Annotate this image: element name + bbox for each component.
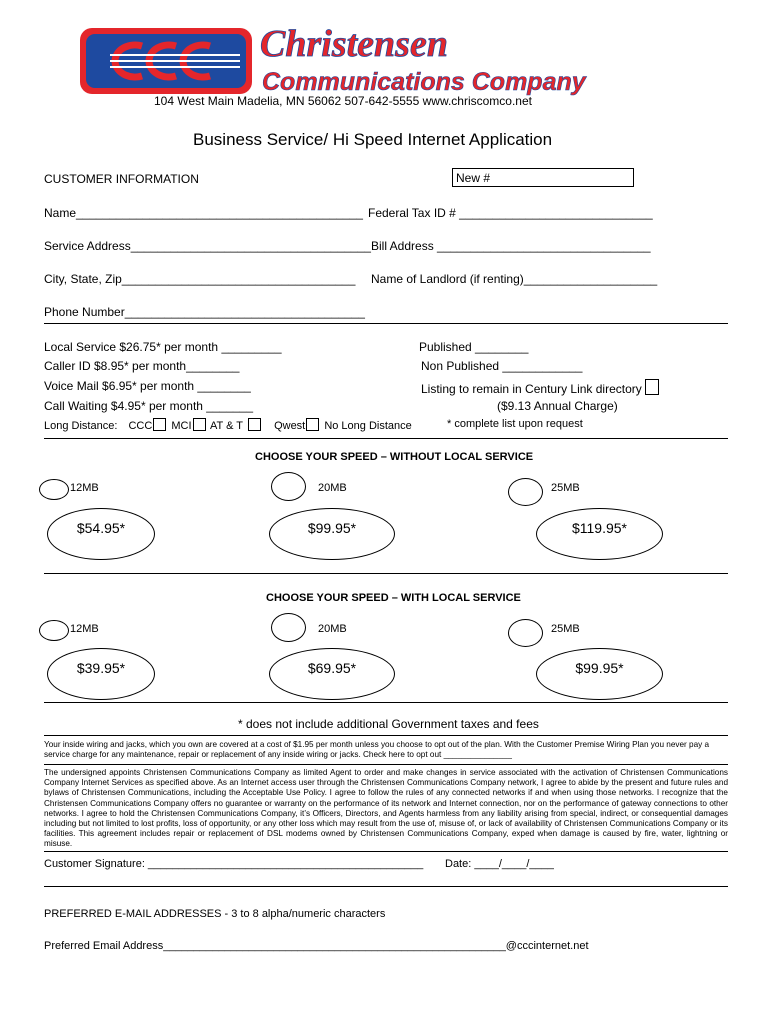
phone-number-field[interactable]: Phone Number____________________________________ — [44, 305, 365, 319]
published-field[interactable]: Published ________ — [419, 340, 529, 354]
listing-label: Listing to remain in Century Link directory — [421, 382, 642, 396]
non-published-field[interactable]: Non Published ____________ — [421, 359, 583, 373]
ld-option-none[interactable]: No Long Distance — [324, 420, 412, 432]
new-number-field[interactable] — [452, 168, 634, 187]
date-field[interactable]: Date: ____/____/____ — [445, 858, 554, 870]
voice-mail-field[interactable]: Voice Mail $6.95* per month ________ — [44, 379, 251, 393]
label-with-25mb: 25MB — [551, 623, 580, 635]
listing-option[interactable] — [421, 379, 661, 396]
bill-address-field[interactable]: Bill Address ________________________________ — [371, 239, 651, 253]
checkbox-icon — [193, 418, 206, 431]
divider — [44, 764, 728, 765]
taxes-note: * does not include additional Government taxes and fees — [238, 717, 539, 731]
long-distance-row — [44, 418, 412, 432]
price-with-25mb: $99.95* — [536, 648, 663, 700]
label-without-12mb: 12MB — [70, 482, 99, 494]
label-without-25mb: 25MB — [551, 482, 580, 494]
address-line: 104 West Main Madelia, MN 56062 507-642-5555 www.chriscomco.net — [154, 94, 532, 108]
name-field[interactable]: Name___________________________________________ — [44, 206, 363, 220]
long-distance-label: Long Distance: — [44, 420, 118, 432]
caller-id-field[interactable]: Caller ID $8.95* per month________ — [44, 359, 240, 373]
divider — [44, 323, 728, 324]
page-title: Business Service/ Hi Speed Internet Application — [193, 130, 553, 149]
label-with-12mb: 12MB — [70, 623, 99, 635]
city-state-zip-field[interactable]: City, State, Zip___________________________________ — [44, 272, 356, 286]
checkbox-icon — [153, 418, 166, 431]
checkbox-icon — [645, 379, 659, 395]
logo-name: Christensen — [260, 23, 448, 65]
landlord-field[interactable]: Name of Landlord (if renting)____________________ — [371, 272, 658, 286]
new-number-label: New # — [456, 171, 491, 185]
wiring-plan-text: Your inside wiring and jacks, which you own are covered at a cost of $1.95 per month unless you choose to opt out of the plan. With the Customer Premise Wiring Plan you never pay a service charge for any maintenance, repair or replacement of any inside wiring or jacks. Check here to opt out _______________ — [44, 740, 710, 760]
email-heading: PREFERRED E-MAIL ADDRESSES - 3 to 8 alpha/numeric characters — [44, 908, 386, 920]
speed-with-heading: CHOOSE YOUR SPEED – WITH LOCAL SERVICE — [266, 592, 521, 604]
divider — [44, 735, 728, 736]
price-without-20mb: $99.95* — [269, 508, 395, 560]
divider — [44, 886, 728, 887]
local-service-field[interactable]: Local Service $26.75* per month _________ — [44, 340, 282, 354]
price-without-12mb: $54.95* — [47, 508, 155, 560]
radio-with-25mb[interactable] — [508, 619, 543, 647]
radio-with-20mb[interactable] — [271, 613, 306, 642]
annual-charge: ($9.13 Annual Charge) — [497, 399, 618, 413]
price-with-20mb: $69.95* — [269, 648, 395, 700]
complete-list-note: * complete list upon request — [447, 418, 583, 430]
federal-tax-field[interactable]: Federal Tax ID # _____________________________ — [368, 206, 653, 220]
speed-without-heading: CHOOSE YOUR SPEED – WITHOUT LOCAL SERVICE — [255, 451, 534, 463]
divider — [44, 702, 728, 703]
label-with-20mb: 20MB — [318, 623, 347, 635]
preferred-email-field[interactable]: Preferred Email Address________________________________________________________@cccinternet.net — [44, 940, 589, 952]
logo-emblem — [80, 22, 700, 98]
customer-info-heading: CUSTOMER INFORMATION — [44, 172, 199, 186]
radio-with-12mb[interactable] — [39, 620, 69, 641]
checkbox-icon — [306, 418, 319, 431]
radio-without-20mb[interactable] — [271, 472, 306, 501]
divider — [44, 573, 728, 574]
agreement-text: The undersigned appoints Christensen Communications Company as limited Agent to order and make changes in service associated with the activation of Christensen Communications Company Internet Services as specified above. As an Internet access user through the Christensen Communications Company network, I agree to abide by the present and future rules and bylaws of Christensen Communications, including the Acceptable Use Policy. I agree to follow the rules of any connected networks if and when using those networks. I recognize that the Christensen Communications Company offers no guarantee or warranty on the performance of its network and Internet connection, nor on the performance of gateway connections to other networks. I agree to hold the Christensen Communications Company, it’s Officers, Directors, and Agents harmless from any liability arising from special, indirect, or consequential damages including but not limited to lost profits, loss of opportunity, or any other loss which may result from the use of, misuse of, or lack of availability of Christensen Communications Company or its facilities. This agreement includes repair or replacement of DSL modems owned by Christensen Communications Company, exped when damage is caused by fire, water, lightning or misuse. — [44, 768, 728, 849]
company-logo — [80, 22, 700, 98]
price-without-25mb: $119.95* — [536, 508, 663, 560]
customer-signature-field[interactable]: Customer Signature: _____________________________________________ — [44, 858, 424, 870]
call-waiting-field[interactable]: Call Waiting $4.95* per month _______ — [44, 399, 254, 413]
ld-option-ccc[interactable]: CCC — [128, 420, 168, 432]
ld-option-qwest[interactable]: Qwest — [274, 420, 321, 432]
ld-option-mci[interactable]: MCI — [171, 420, 207, 432]
logo-subname: Communications Company — [262, 68, 586, 96]
price-with-12mb: $39.95* — [47, 648, 155, 700]
service-address-field[interactable]: Service Address____________________________________ — [44, 239, 371, 253]
divider — [44, 438, 728, 439]
radio-without-12mb[interactable] — [39, 479, 69, 500]
divider — [44, 851, 728, 852]
ld-option-att[interactable]: AT & T — [210, 420, 263, 432]
checkbox-icon — [248, 418, 261, 431]
label-without-20mb: 20MB — [318, 482, 347, 494]
radio-without-25mb[interactable] — [508, 478, 543, 506]
